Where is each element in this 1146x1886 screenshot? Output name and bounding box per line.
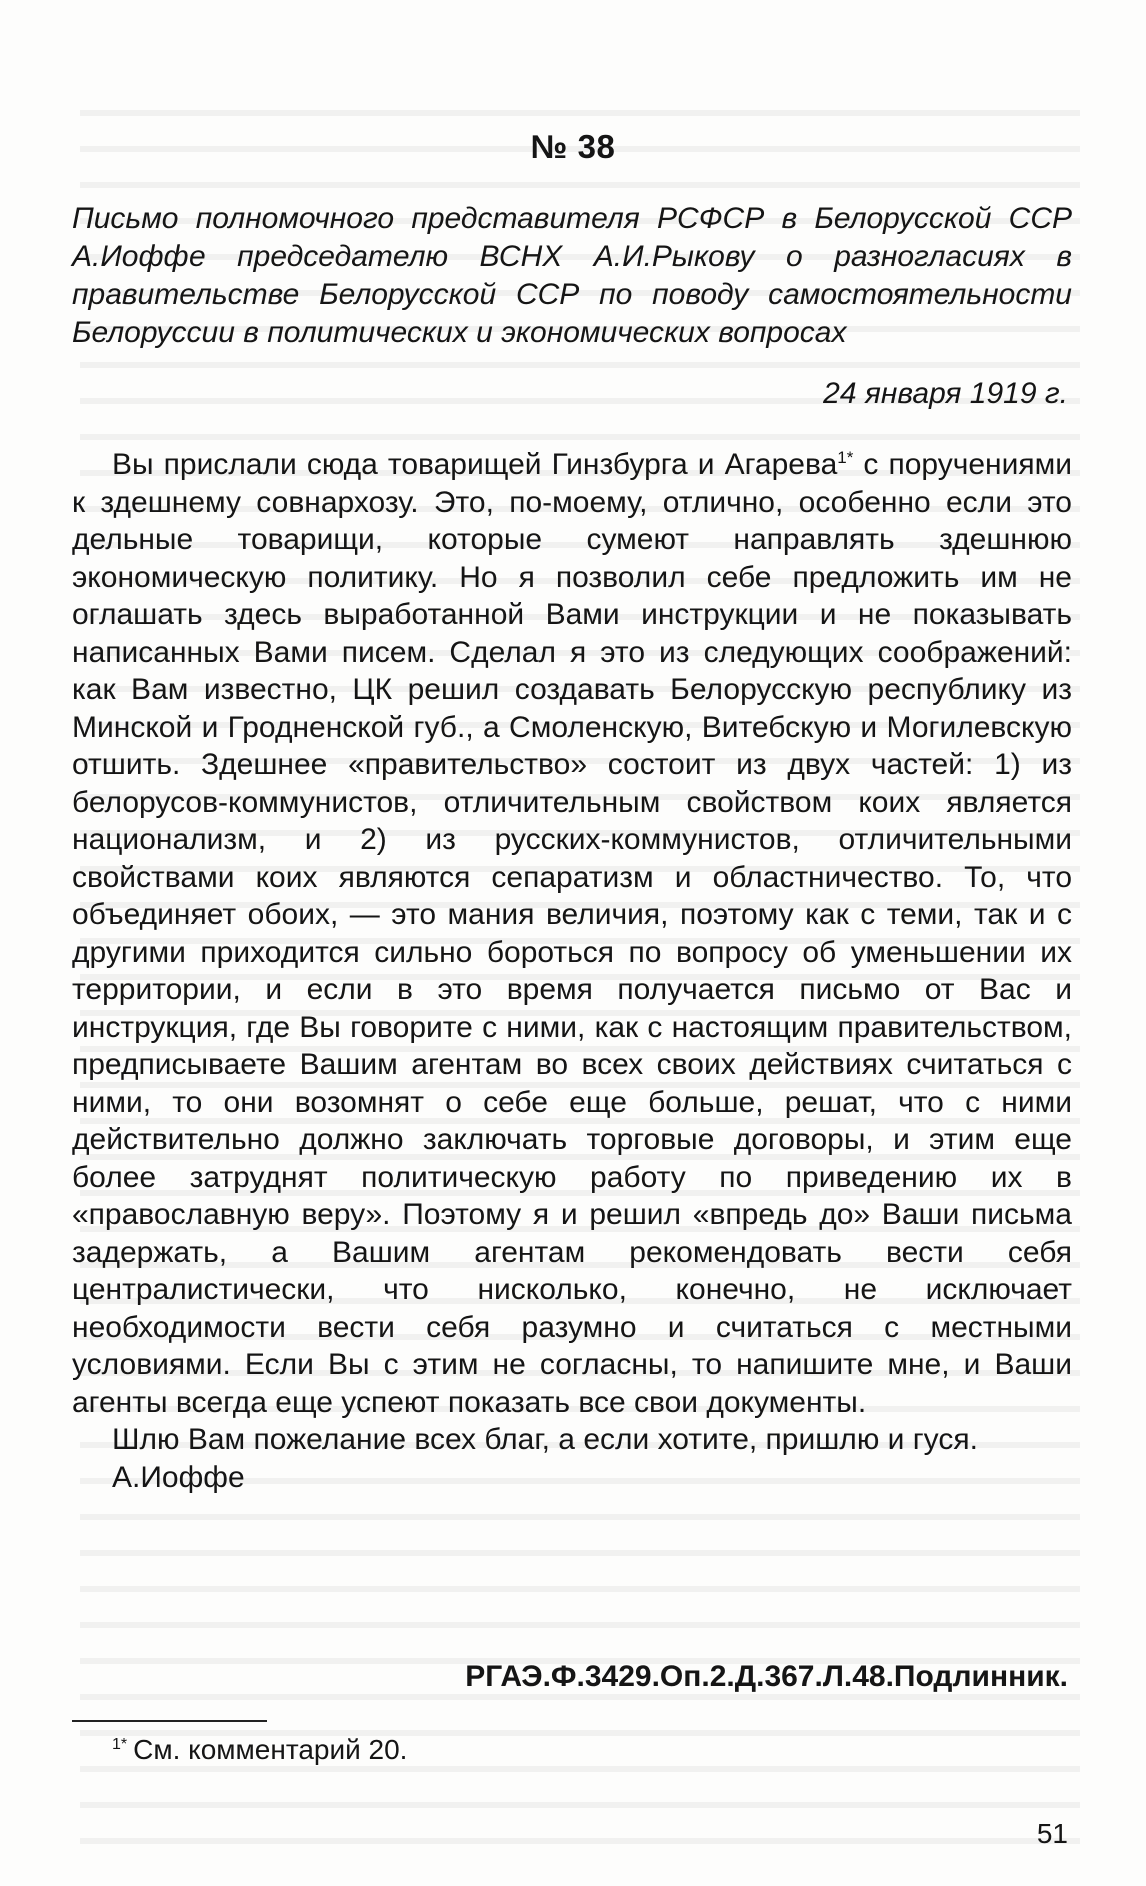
paragraph-1-start: Вы прислали сюда товарищей Гинзбурга и Агарева: [112, 448, 838, 481]
archive-reference: РГАЭ.Ф.3429.Оп.2.Д.367.Л.48.Подлинник.: [465, 1660, 1068, 1693]
footnote-text: См. комментарий 20.: [133, 1734, 408, 1765]
letter-body: [72, 446, 1072, 1496]
paragraph-1-end: с поручениями к здешнему совнархозу. Это, по-моему, отлично, особенно если это дельные товарищи, которые сумеют направлять здешнюю экономическую политику. Но я позволил себе предложить им не оглашать здесь выработанной Вами инструкции и не показывать написанных Вами писем. Сделал я это из следующих соображений: как Вам известно, ЦК решил создавать Белорусскую республику из Минской и Гродненской губ., а Смоленскую, Витебскую и Могилевскую отшить. Здешнее «правительство» состоит из двух частей: 1) из белорусов-коммунистов, отличительным свойством коих является национализм, и 2) из русских-коммунистов, отличительными свойствами коих являются сепаратизм и областничество. То, что объединяет обоих, — это мания величия, поэтому как с теми, так и с другими приходится сильно бороться по вопросу об уменьшении их территории, и если в это время получается письмо от Вас и инструкция, где Вы говорите с ними, как с настоящим правительством, предписываете Вашим агентам во всех своих действиях считаться с ними, то они возомнят о себе еще больше, решат, что с ними действительно должно заключать торговые договоры, и этим еще более затруднят политическую работу по приведению их в «православную веру». Поэтому я и решил «впредь до» Ваши письма задержать, а Вашим агентам рекомендовать вести себя централистически, что нисколько, конечно, не исключает необходимости вести себя разумно и считаться с местными условиями. Если Вы с этим не согласны, то напишите мне, и Ваши агенты всегда еще успеют показать все свои документы.: [72, 448, 1072, 1419]
document-date: 24 января 1919 г.: [823, 377, 1068, 410]
footnote-reference: 1*: [837, 448, 854, 467]
page-number: 51: [1036, 1818, 1068, 1849]
paragraph-2: Шлю Вам пожелание всех благ, а если хотите, пришлю и гуся.: [112, 1423, 978, 1456]
footnote-mark: 1*: [112, 1735, 128, 1753]
paragraph-1: [72, 446, 1072, 1421]
footnote: [112, 1734, 407, 1766]
signature: А.Иоффе: [112, 1460, 245, 1494]
footnote-divider: [72, 1720, 267, 1722]
document-heading: Письмо полномочного представителя РСФСР в Белорусской ССР А.Иоффе председателю ВСНХ А.И.Рыкову о разногласиях в правительстве Белорусской ССР по поводу самостоятельности Белоруссии в политических и экономических вопросах: [72, 202, 1072, 349]
document-number: № 38: [530, 128, 616, 165]
